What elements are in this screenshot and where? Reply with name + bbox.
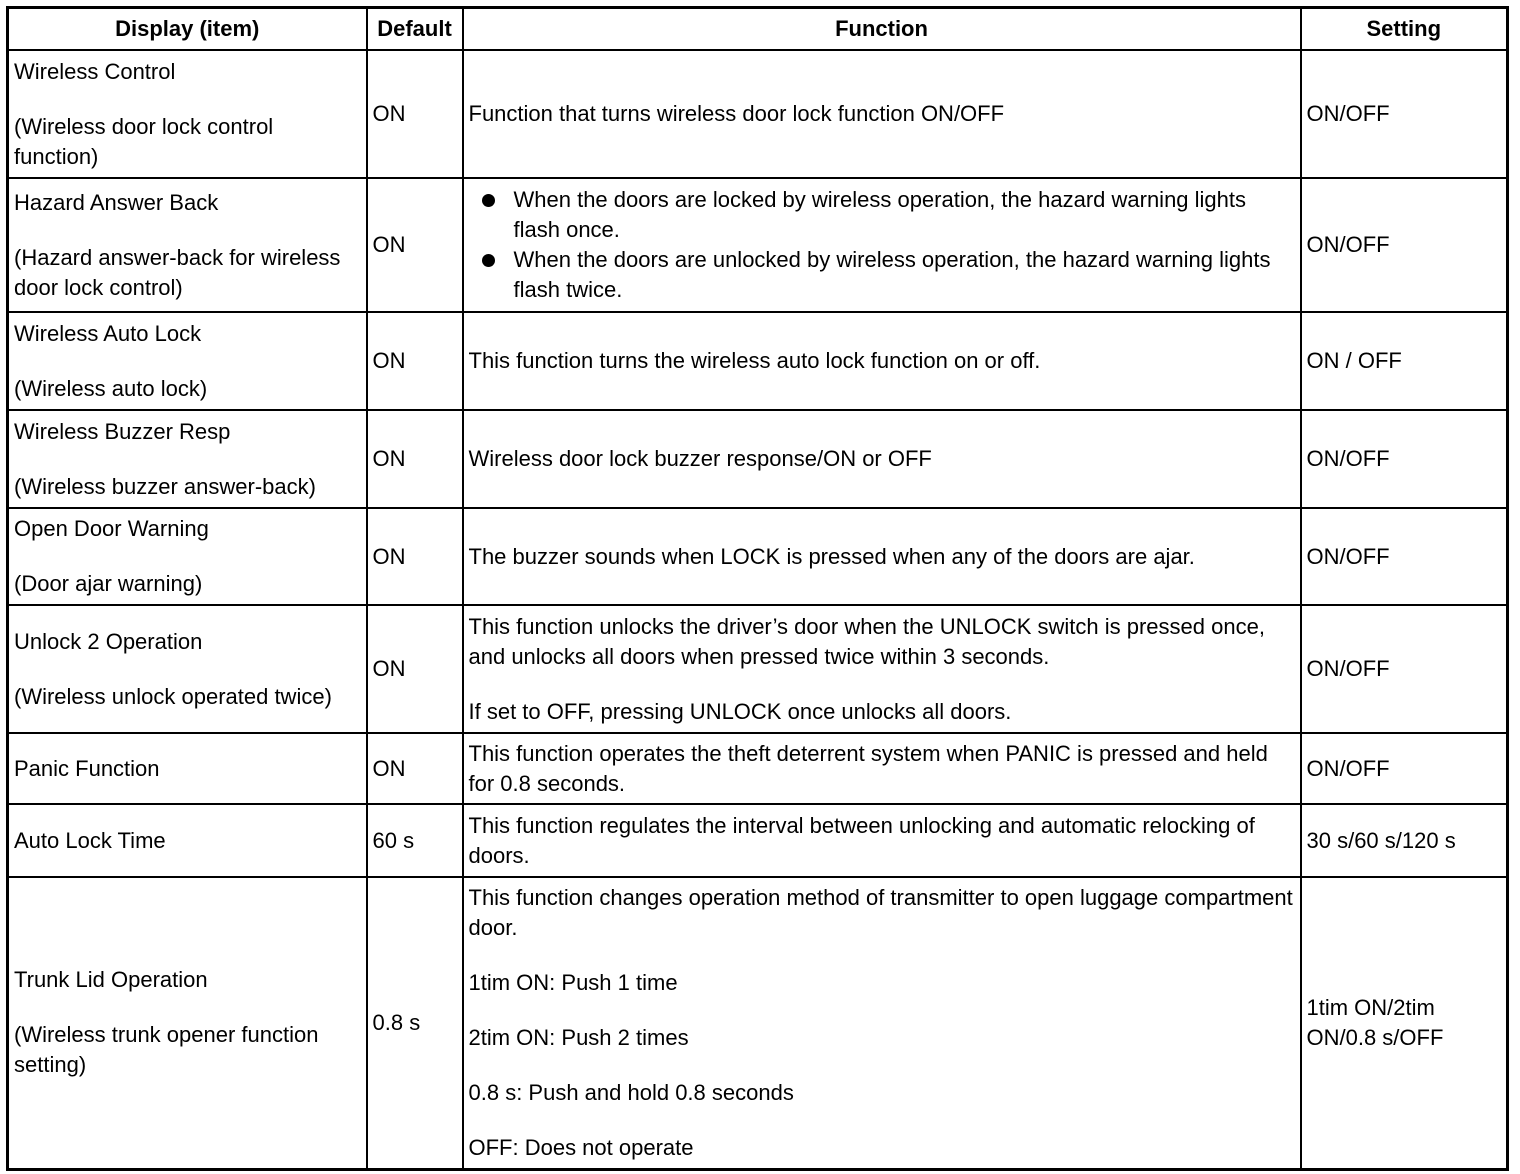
setting-cell: ON/OFF bbox=[1301, 605, 1508, 733]
display-cell bbox=[8, 804, 367, 877]
cell-text: (Wireless unlock operated twice) bbox=[14, 683, 332, 709]
cell-text: This function turns the wireless auto lock function on or off. bbox=[468, 348, 1041, 373]
table-row bbox=[8, 733, 1508, 804]
default-cell: 0.8 s bbox=[367, 877, 463, 1169]
bullet-icon bbox=[482, 254, 495, 267]
cell-text: (Wireless buzzer answer-back) bbox=[14, 473, 316, 499]
cell-text: If set to OFF, pressing UNLOCK once unlocks all doors. bbox=[468, 698, 1012, 724]
bullet-item bbox=[514, 185, 1295, 245]
default-cell: ON bbox=[367, 508, 463, 605]
header-display: Display (item) bbox=[8, 8, 367, 51]
cell-text: Trunk Lid Operation bbox=[14, 967, 208, 993]
function-cell bbox=[463, 877, 1301, 1169]
setting-cell: ON/OFF bbox=[1301, 508, 1508, 605]
cell-text: 1tim ON: Push 1 time bbox=[468, 969, 678, 995]
cell-text: Open Door Warning bbox=[14, 516, 209, 541]
cell-text: (Wireless door lock control function) bbox=[14, 113, 274, 169]
display-cell bbox=[8, 508, 367, 605]
setting-cell: ON / OFF bbox=[1301, 312, 1508, 410]
default-cell: ON bbox=[367, 410, 463, 508]
cell-text: Hazard Answer Back bbox=[14, 189, 219, 215]
header-default: Default bbox=[367, 8, 463, 51]
setting-cell: 1tim ON/2tim ON/0.8 s/OFF bbox=[1301, 877, 1508, 1169]
display-cell bbox=[8, 178, 367, 312]
bullet-text: When the doors are locked by wireless operation, the hazard warning lights flash once. bbox=[513, 187, 1247, 242]
cell-text: This function regulates the interval between unlocking and automatic relocking of doors. bbox=[468, 812, 1255, 868]
default-cell: 60 s bbox=[367, 804, 463, 877]
header-function: Function bbox=[463, 8, 1301, 51]
table-row bbox=[8, 804, 1508, 877]
cell-text: Function that turns wireless door lock function ON/OFF bbox=[468, 101, 1005, 126]
display-cell bbox=[8, 733, 367, 804]
cell-text: Wireless Auto Lock bbox=[14, 320, 202, 346]
function-cell bbox=[463, 50, 1301, 178]
cell-text: Auto Lock Time bbox=[14, 827, 166, 853]
cell-text: OFF: Does not operate bbox=[468, 1134, 694, 1160]
cell-text: Wireless Buzzer Resp bbox=[14, 418, 231, 444]
cell-text: Wireless door lock buzzer response/ON or OFF bbox=[468, 446, 932, 471]
cell-text: (Wireless trunk opener function setting) bbox=[14, 1022, 319, 1078]
default-cell: ON bbox=[367, 50, 463, 178]
cell-text: Unlock 2 Operation bbox=[14, 628, 203, 654]
function-cell bbox=[463, 508, 1301, 605]
bullet-item bbox=[514, 245, 1295, 305]
table-row bbox=[8, 50, 1508, 178]
cell-text: Panic Function bbox=[14, 755, 160, 781]
bullet-list bbox=[469, 185, 1295, 305]
setting-cell: ON/OFF bbox=[1301, 733, 1508, 804]
bullet-icon bbox=[482, 194, 495, 207]
display-cell bbox=[8, 312, 367, 410]
cell-text: (Door ajar warning) bbox=[14, 571, 203, 596]
display-cell bbox=[8, 605, 367, 733]
cell-text: (Wireless auto lock) bbox=[14, 375, 208, 401]
header-row bbox=[8, 8, 1508, 51]
default-cell: ON bbox=[367, 178, 463, 312]
cell-text: The buzzer sounds when LOCK is pressed when any of the doors are ajar. bbox=[468, 543, 1195, 569]
table-row bbox=[8, 410, 1508, 508]
cell-text: This function changes operation method of transmitter to open luggage compartment door. bbox=[468, 884, 1293, 940]
default-cell: ON bbox=[367, 605, 463, 733]
function-cell bbox=[463, 733, 1301, 804]
table-row bbox=[8, 877, 1508, 1169]
function-cell bbox=[463, 312, 1301, 410]
default-cell: ON bbox=[367, 733, 463, 804]
cell-text: 2tim ON: Push 2 times bbox=[468, 1024, 689, 1050]
setting-cell: 30 s/60 s/120 s bbox=[1301, 804, 1508, 877]
function-cell bbox=[463, 605, 1301, 733]
table-row bbox=[8, 178, 1508, 312]
cell-text: Wireless Control bbox=[14, 58, 176, 84]
setting-cell: ON/OFF bbox=[1301, 50, 1508, 178]
table-row bbox=[8, 508, 1508, 605]
cell-text: This function unlocks the driver’s door when the UNLOCK switch is pressed once, and unlocks all doors when pressed twice within 3 seconds. bbox=[468, 613, 1265, 669]
function-cell bbox=[463, 804, 1301, 877]
cell-text: This function operates the theft deterrent system when PANIC is pressed and held for 0.8 seconds. bbox=[468, 740, 1268, 796]
function-cell bbox=[463, 410, 1301, 508]
header-setting: Setting bbox=[1301, 8, 1508, 51]
setting-cell: ON/OFF bbox=[1301, 410, 1508, 508]
display-cell bbox=[8, 410, 367, 508]
setting-cell: ON/OFF bbox=[1301, 178, 1508, 312]
table-row bbox=[8, 312, 1508, 410]
cell-text: 0.8 s: Push and hold 0.8 seconds bbox=[468, 1079, 794, 1105]
function-cell bbox=[463, 178, 1301, 312]
bullet-text: When the doors are unlocked by wireless operation, the hazard warning lights flash twice. bbox=[513, 247, 1271, 302]
display-cell bbox=[8, 50, 367, 178]
default-cell: ON bbox=[367, 312, 463, 410]
settings-table bbox=[6, 6, 1509, 1171]
cell-text: (Hazard answer-back for wireless door lock control) bbox=[14, 244, 341, 300]
display-cell bbox=[8, 877, 367, 1169]
table-row bbox=[8, 605, 1508, 733]
